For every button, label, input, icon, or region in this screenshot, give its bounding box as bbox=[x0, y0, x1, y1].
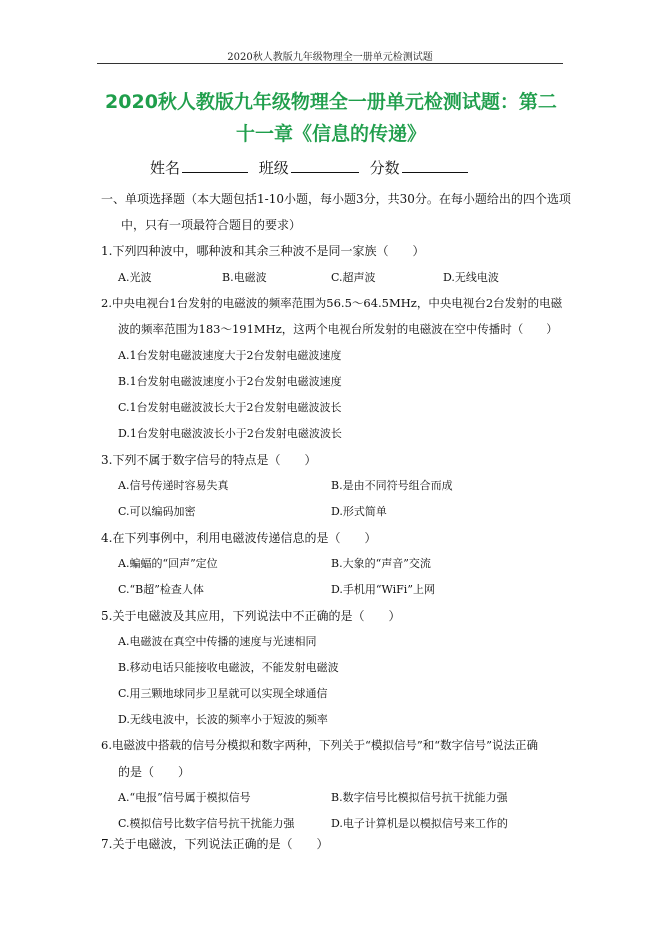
question-6-stem-line-2: 的是（ ） bbox=[118, 765, 191, 779]
question-6-option-c: C.模拟信号比数字信号抗干扰能力强 bbox=[118, 817, 295, 830]
question-1-option-d: D.无线电波 bbox=[443, 271, 499, 284]
question-2-option-b: B.1台发射电磁波速度小于2台发射电磁波速度 bbox=[118, 375, 342, 388]
section-instruction-line-1: 一、单项选择题（本大题包括1-10小题，每小题3分，共30分。在每小题给出的四个选项 bbox=[101, 192, 571, 206]
question-4-option-a: A.蝙蝠的“回声”定位 bbox=[118, 557, 218, 570]
score-label: 分数 bbox=[369, 159, 400, 177]
question-3-stem: 3.下列不属于数字信号的特点是（ ） bbox=[101, 453, 317, 467]
question-4-option-b: B.大象的“声音”交流 bbox=[331, 557, 431, 570]
question-5-option-c: C.用三颗地球同步卫星就可以实现全球通信 bbox=[118, 687, 328, 700]
question-5-option-d: D.无线电波中，长波的频率小于短波的频率 bbox=[118, 713, 328, 726]
page-header: 2020秋人教版九年级物理全一册单元检测试题 bbox=[227, 52, 433, 63]
question-2-option-d: D.1台发射电磁波波长小于2台发射电磁波波长 bbox=[118, 427, 342, 440]
question-6-option-b: B.数字信号比模拟信号抗干扰能力强 bbox=[331, 791, 508, 804]
question-1-option-c: C.超声波 bbox=[331, 271, 376, 284]
question-2-stem-line-2: 波的频率范围为183～191MHz，这两个电视台所发射的电磁波在空中传播时（ ） bbox=[118, 322, 558, 336]
question-6-option-a: A.“电报”信号属于模拟信号 bbox=[118, 791, 251, 804]
question-2-stem-line-1: 2.中央电视台1台发射的电磁波的频率范围为56.5～64.5MHz，中央电视台2台发射的电磁 bbox=[101, 296, 563, 310]
question-2-option-a: A.1台发射电磁波速度大于2台发射电磁波速度 bbox=[118, 349, 342, 362]
exam-title bbox=[98, 86, 564, 150]
name-label: 姓名 bbox=[150, 159, 181, 177]
question-1-option-a: A.光波 bbox=[118, 271, 152, 284]
question-1-stem: 1.下列四种波中，哪种波和其余三种波不是同一家族（ ） bbox=[101, 244, 425, 258]
name-blank[interactable] bbox=[182, 158, 248, 173]
title-line-1: 2020秋人教版九年级物理全一册单元检测试题：第二 bbox=[105, 91, 557, 113]
question-3-option-a: A.信号传递时容易失真 bbox=[118, 479, 229, 492]
question-2-option-c: C.1台发射电磁波波长大于2台发射电磁波波长 bbox=[118, 401, 342, 414]
class-blank[interactable] bbox=[291, 158, 359, 173]
question-3-option-b: B.是由不同符号组合而成 bbox=[331, 479, 453, 492]
question-5-stem: 5.关于电磁波及其应用，下列说法中不正确的是（ ） bbox=[101, 609, 401, 623]
question-4-option-d: D.手机用“WiFi”上网 bbox=[331, 583, 435, 596]
question-3-option-c: C.可以编码加密 bbox=[118, 505, 196, 518]
student-info bbox=[150, 157, 474, 178]
question-6-stem-line-1: 6.电磁波中搭载的信号分模拟和数字两种，下列关于“模拟信号”和“数字信号”说法正确 bbox=[101, 738, 538, 752]
question-6-option-d: D.电子计算机是以模拟信号来工作的 bbox=[331, 817, 508, 830]
class-label: 班级 bbox=[258, 159, 289, 177]
question-3-option-d: D.形式简单 bbox=[331, 505, 387, 518]
section-instruction-line-2: 中，只有一项最符合题目的要求） bbox=[121, 218, 302, 232]
title-line-2: 十一章《信息的传递》 bbox=[235, 123, 426, 145]
question-7-stem: 7.关于电磁波，下列说法正确的是（ ） bbox=[101, 837, 329, 851]
question-4-option-c: C.“B超”检查人体 bbox=[118, 583, 204, 596]
score-blank[interactable] bbox=[402, 158, 468, 173]
question-5-option-b: B.移动电话只能接收电磁波，不能发射电磁波 bbox=[118, 661, 339, 674]
header-rule bbox=[97, 63, 563, 64]
question-5-option-a: A.电磁波在真空中传播的速度与光速相同 bbox=[118, 635, 317, 648]
question-4-stem: 4.在下列事例中，利用电磁波传递信息的是（ ） bbox=[101, 531, 377, 545]
question-1-option-b: B.电磁波 bbox=[222, 271, 267, 284]
